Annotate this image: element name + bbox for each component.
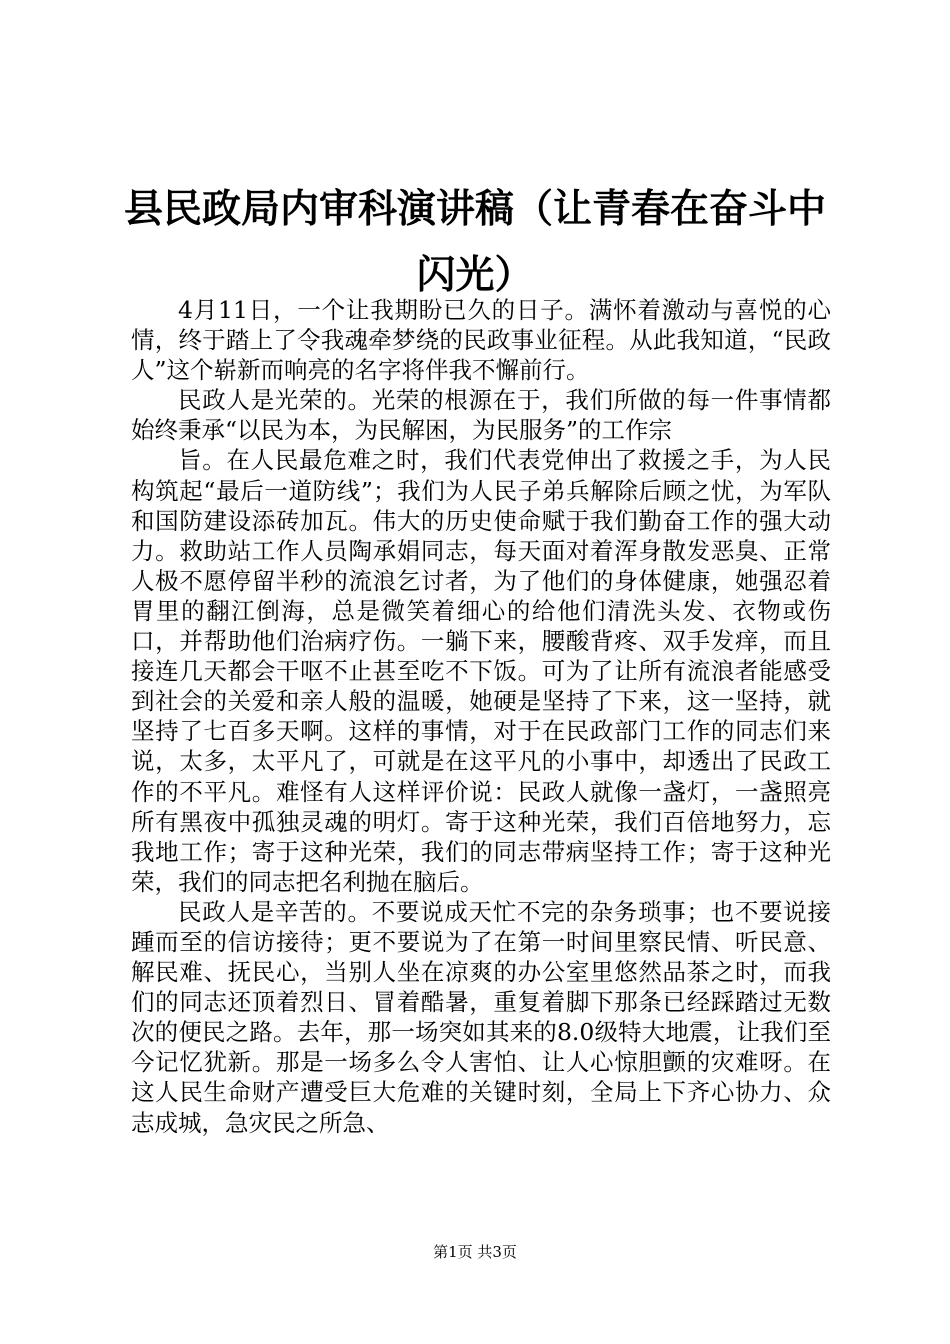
document-body: [131, 295, 831, 1138]
document-title: 县民政局内审科演讲稿（让青春在奋斗中闪光）: [123, 186, 826, 298]
paragraph-1: 4月11日，一个让我期盼已久的日子。满怀着激动与喜悦的心情，终于踏上了令我魂牵梦绕的民政事业征程。从此我知道，“民政人”这个崭新而响亮的名字将伴我不懈前行。: [131, 296, 831, 385]
paragraph-3: 旨。在人民最危难之时，我们代表党伸出了救援之手，为人民构筑起“最后一道防线”；我们为人民子弟兵解除后顾之忧，为军队和国防建设添砖加瓦。伟大的历史使命赋于我们勤奋工作的强大动力。救助站工作人员陶承娟同志，每天面对着浑身散发恶臭、正常人极不愿停留半秒的流浪乞讨者，为了他们的身体健康，她强忍着胃里的翻江倒海，总是微笑着细心的给他们清洗头发、衣物或伤口，并帮助他们治病疗伤。一躺下来，腰酸背疼、双手发痒，而且接连几天都会干呕不止甚至吃不下饭。可为了让所有流浪者能感受到社会的关爱和亲人般的温暖，她硬是坚持了下来，这一坚持，就坚持了七百多天啊。这样的事情，对于在民政部门工作的同志们来说，太多，太平凡了，可就是在这平凡的小事中，却透出了民政工作的不平凡。难怪有人这样评价说：民政人就像一盏灯，一盏照亮所有黑夜中孤独灵魂的明灯。寄于这种光荣，我们百倍地努力，忘我地工作；寄于这种光荣，我们的同志带病坚持工作；寄于这种光荣，我们的同志把名利抛在脑后。: [131, 446, 831, 896]
paragraph-2: 民政人是光荣的。光荣的根源在于，我们所做的每一件事情都始终秉承“以民为本，为民解困，为民服务”的工作宗: [131, 386, 831, 445]
page-number-footer: 第1页 共3页: [433, 1243, 517, 1261]
paragraph-4: 民政人是辛苦的。不要说成天忙不完的杂务琐事；也不要说接踵而至的信访接待；更不要说为了在第一时间里察民情、听民意、解民难、抚民心，当别人坐在凉爽的办公室里悠然品茶之时，而我们的同志还顶着烈日、冒着酷暑，重复着脚下那条已经踩踏过无数次的便民之路。去年，那一场突如其来的8.0级特大地震，让我们至今记忆犹新。那是一场多么令人害怕、让人心惊胆颤的灾难呀。在这人民生命财产遭受巨大危难的关键时刻，全局上下齐心协力、众志成城，急灾民之所急、: [131, 897, 831, 1137]
